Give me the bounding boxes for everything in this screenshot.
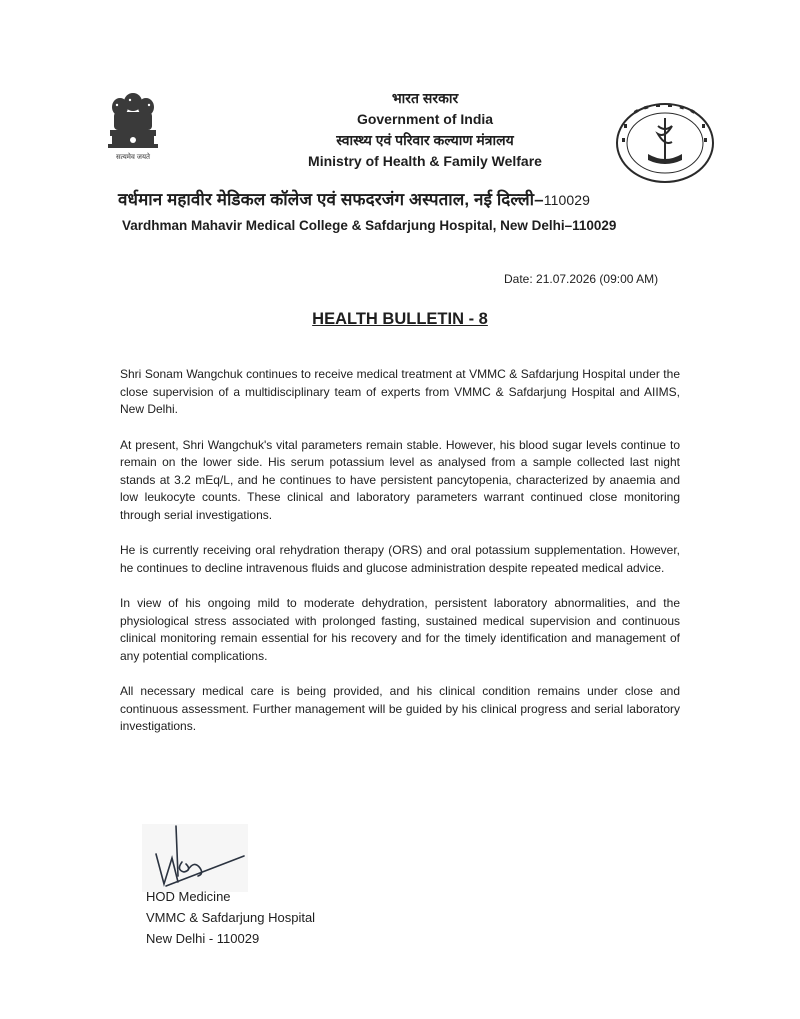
signatory-address: New Delhi - 110029	[146, 931, 260, 946]
letterhead	[200, 88, 650, 172]
bulletin-title: HEALTH BULLETIN - 8	[312, 310, 488, 328]
paragraph-monitoring: In view of his ongoing mild to moderate dehydration, persistent laboratory abnormalities, and the physiological stress associated with prolonged fasting, sustained medical supervision and continuous clinical monitoring remain essential for his recovery and for the timely identification and management of any potential complications.	[120, 596, 680, 663]
bulletin-body	[120, 366, 680, 754]
institution-name: Vardhman Mahavir Medical College & Safdarjung Hospital, New Delhi–110029	[122, 218, 617, 233]
paragraph-treatment: Shri Sonam Wangchuk continues to receive medical treatment at VMMC & Safdarjung Hospital under the close supervision of a multidisciplinary team of experts from VMMC & Safdarjung Hospital and AIIMS, New Delhi.	[120, 367, 680, 416]
signatory-institution: VMMC & Safdarjung Hospital	[146, 910, 316, 925]
paragraph-therapy: He is currently receiving oral rehydration therapy (ORS) and oral potassium supplementation. However, he continues to decline intravenous fluids and glucose administration despite repeated medical advice.	[120, 543, 680, 575]
hindi-ministry: स्वास्थ्य एवं परिवार कल्याण मंत्रालय	[336, 132, 514, 148]
handwritten-signature-icon	[142, 824, 248, 892]
paragraph-assessment: All necessary medical care is being provided, and his clinical condition remains under close and continuous assessment. Further management will be guided by his clinical progress and serial laboratory investigations.	[120, 684, 680, 733]
emblem-caption: सत्यमेव जयते	[115, 154, 151, 161]
hindi-government: भारत सरकार	[391, 90, 459, 106]
hindi-pin-code: 110029	[543, 192, 591, 208]
hindi-institution-name	[118, 187, 698, 210]
ministry-name: Ministry of Health & Family Welfare	[308, 153, 542, 169]
hospital-seal-icon	[614, 102, 716, 184]
government-name: Government of India	[356, 111, 494, 127]
paragraph-vitals: At present, Shri Wangchuk's vital parameters remain stable. However, his blood sugar levels continue to remain on the lower side. His serum potassium level as analysed from a sample collected last night stands at 3.2 mEq/L, and he continues to have persistent pancytopenia, characterized by anaemia and low leukocyte counts. These clinical and laboratory parameters warrant continued close monitoring through serial investigations.	[120, 437, 680, 522]
signatory-designation: HOD Medicine	[146, 889, 231, 904]
signatory-block	[146, 886, 406, 949]
hindi-institution-text: वर्धमान महावीर मेडिकल कॉलेज एवं सफदरजंग अस्पताल, नई दिल्ली–	[118, 190, 544, 209]
bulletin-date: Date: 21.07.2026 (09:00 AM)	[504, 272, 659, 286]
